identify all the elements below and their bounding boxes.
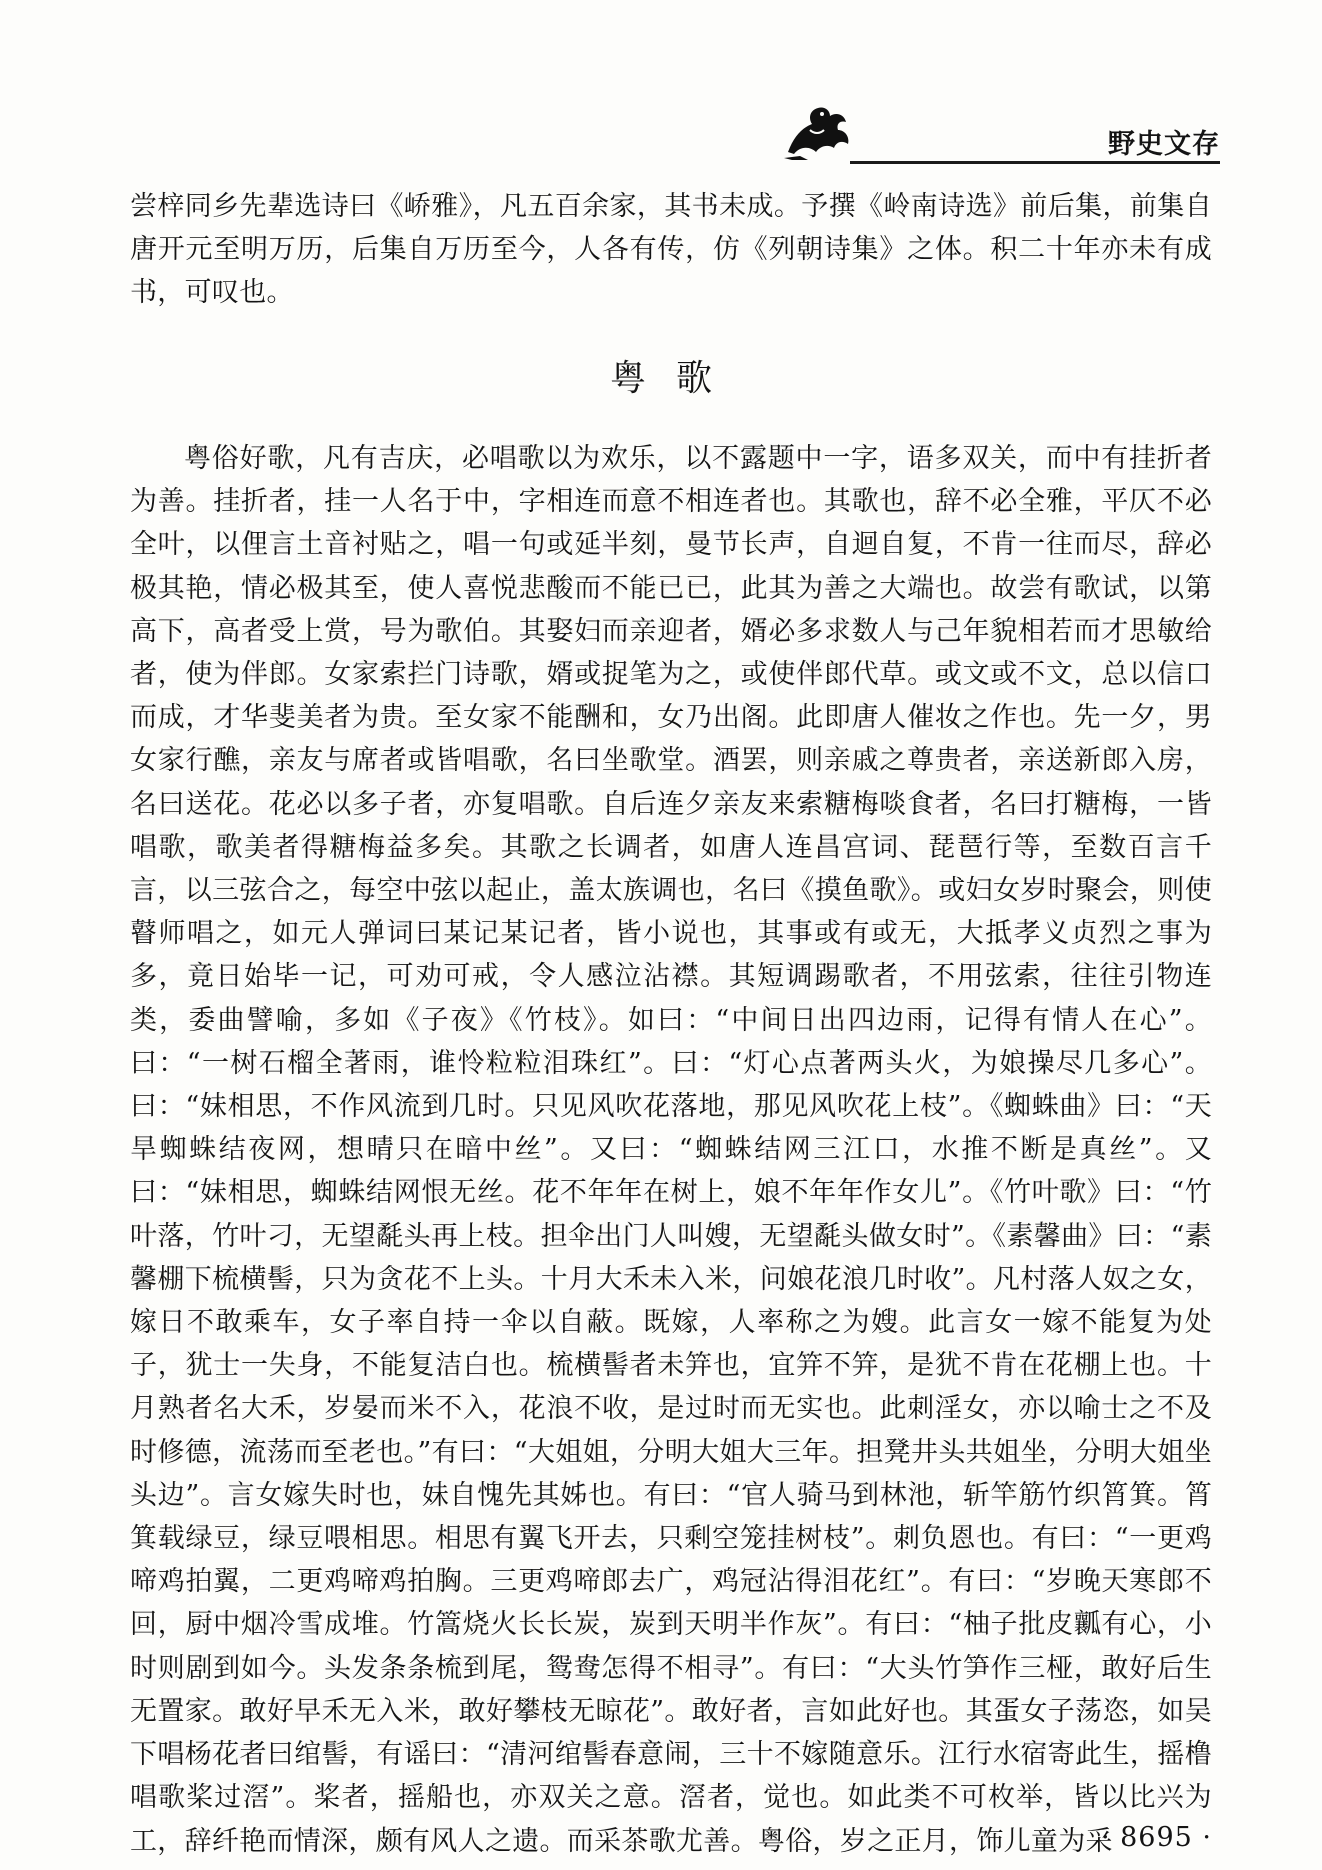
book-title: 野史文存 [1108,129,1220,160]
header-rule [850,161,1220,164]
intro-paragraph: 尝梓同乡先辈选诗曰《峤雅》，凡五百余家，其书未成。予撰《岭南诗选》前后集，前集自唐开元至明万历，后集自万历至今，人各有传，仿《列朝诗集》之体。积二十年亦未有成书，可叹也。 [130,191,1212,309]
page-number: · 8695 · [1100,1822,1212,1853]
section-body-block [130,437,1212,1863]
dragon-emblem-icon [780,100,854,162]
running-header [780,100,1220,170]
intro-paragraph-block [130,185,1212,315]
section-title: 粤歌 [609,358,742,399]
section-body-paragraph: 粤俗好歌，凡有吉庆，必唱歌以为欢乐，以不露题中一字，语多双关，而中有挂折者为善。挂折者，挂一人名于中，字相连而意不相连者也。其歌也，辞不必全雅，平仄不必全叶，以俚言土音衬贴之，唱一句或延半刻，曼节长声，自迴自复，不肯一往而尽，辞必极其艳，情必极其至，使人喜悦悲酸而不能已已，此其为善之大端也。故尝有歌试，以第高下，高者受上赏，号为歌伯。其娶妇而亲迎者，婿必多求数人与己年貌相若而才思敏给者，使为伴郎。女家索拦门诗歌，婿或捉笔为之，或使伴郎代草。或文或不文，总以信口而成，才华斐美者为贵。至女家不能酬和，女乃出阁。此即唐人催妆之作也。先一夕，男女家行醮，亲友与席者或皆唱歌，名曰坐歌堂。酒罢，则亲戚之尊贵者，亲送新郎入房，名曰送花。花必以多子者，亦复唱歌。自后连夕亲友来索糖梅啖食者，名曰打糖梅，一皆唱歌，歌美者得糖梅益多矣。其歌之长调者，如唐人连昌宫词、琵琶行等，至数百言千言，以三弦合之，每空中弦以起止，盖太族调也，名曰《摸鱼歌》。或妇女岁时聚会，则使瞽师唱之，如元人弹词曰某记某记者，皆小说也，其事或有或无，大抵孝义贞烈之事为多，竟日始毕一记，可劝可戒，令人感泣沾襟。其短调踢歌者，不用弦索，往往引物连类，委曲譬喻，多如《子夜》《竹枝》。如曰：“中间日出四边雨，记得有情人在心”。曰：“一树石榴全著雨，谁怜粒粒泪珠红”。曰：“灯心点著两头火，为娘操尽几多心”。曰：“妹相思，不作风流到几时。只见风吹花落地，那见风吹花上枝”。《蜘蛛曲》曰：“天旱蜘蛛结夜网，想晴只在暗中丝”。又曰：“蜘蛛结网三江口，水推不断是真丝”。又曰：“妹相思，蜘蛛结网恨无丝。花不年年在树上，娘不年年作女儿”。《竹叶歌》曰：“竹叶落，竹叶刁，无望氄头再上枝。担伞出门人叫嫂，无望氄头做女时”。《素馨曲》曰：“素馨棚下梳横髻，只为贪花不上头。十月大禾未入米，问娘花浪几时收”。凡村落人奴之女，嫁日不敢乘车，女子率自持一伞以自蔽。既嫁，人率称之为嫂。此言女一嫁不能复为处子，犹士一失身，不能复洁白也。梳横髻者未笄也，宜笄不笄，是犹不肯在花棚上也。十月熟者名大禾，岁晏而米不入，花浪不收，是过时而无实也。此刺淫女，亦以喻士之不及时修德，流荡而至老也。”有曰：“大姐姐，分明大姐大三年。担凳井头共姐坐，分明大姐坐头边”。言女嫁失时也，妹自愧先其姊也。有曰：“官人骑马到林池，斩竿筋竹织筲箕。筲箕载绿豆，绿豆喂相思。相思有翼飞开去，只剩空笼挂树枝”。刺负恩也。有曰：“一更鸡啼鸡拍翼，二更鸡啼鸡拍胸。三更鸡啼郎去广，鸡冠沾得泪花红”。有曰：“岁晚天寒郎不回，厨中烟冷雪成堆。竹篙烧火长长炭，炭到天明半作灰”。有曰：“柚子批皮瓤有心，小时则剧到如今。头发条条梳到尾，鸳鸯怎得不相寻”。有曰：“大头竹笋作三桠，敢好后生无置家。敢好早禾无入米，敢好攀枝无晾花”。敢好者，言如此好也。其蛋女子荡恣，如吴下唱杨花者曰绾髻，有谣曰：“清河绾髻春意闹，三十不嫁随意乐。江行水宿寄此生，摇橹唱歌桨过滘”。桨者，摇船也，亦双关之意。滘者，觉也。如此类不可枚举，皆以比兴为工，辞纤艳而情深，颇有风人之遗。而采茶歌尤善。粤俗，岁之正月，饰儿童为采 [130,443,1212,1857]
